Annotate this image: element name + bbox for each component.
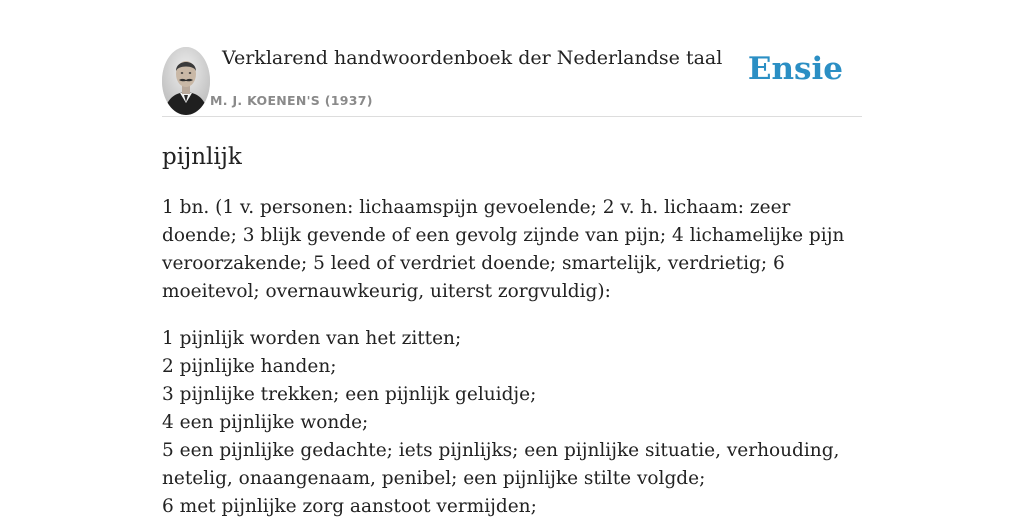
brand-logo-link[interactable]: Ensie: [747, 51, 843, 87]
entry-definition: 1 bn. (1 v. personen: lichaamspijn gevoelende; 2 v. h. lichaam: zeer doende; 3 blijk gevende of een gevolg zijnde van pijn; 4 lichamelijke pijn veroorzakende; 5 leed of verdriet doende; smartelijk, verdrietig; 6 moeitevol; overnauwkeurig, uiterst zorgvuldig):: [162, 197, 845, 302]
example-line: 4 een pijnlijke wonde;: [162, 412, 369, 433]
dictionary-header: [162, 0, 862, 117]
example-line: 2 pijnlijke handen;: [162, 356, 337, 377]
dictionary-subtitle: M. J. KOENEN'S (1937): [210, 93, 373, 108]
page: [162, 0, 862, 521]
example-line: 3 pijnlijke trekken; een pijnlijk geluidje;: [162, 384, 537, 405]
entry-headword: pijnlijk: [162, 144, 242, 170]
entry-content: [162, 141, 862, 521]
dictionary-title: Verklarend handwoordenboek der Nederlandse taal: [222, 47, 723, 69]
example-line: 6 met pijnlijke zorg aanstoot vermijden;: [162, 496, 537, 517]
example-line: 1 pijnlijk worden van het zitten;: [162, 328, 462, 349]
example-line: 5 een pijnlijke gedachte; iets pijnlijks; een pijnlijke situatie, verhouding, netelig, onaangenaam, penibel; een pijnlijke stilte volgde;: [162, 440, 840, 489]
entry-examples: [162, 325, 862, 521]
author-portrait-icon: [162, 47, 210, 115]
